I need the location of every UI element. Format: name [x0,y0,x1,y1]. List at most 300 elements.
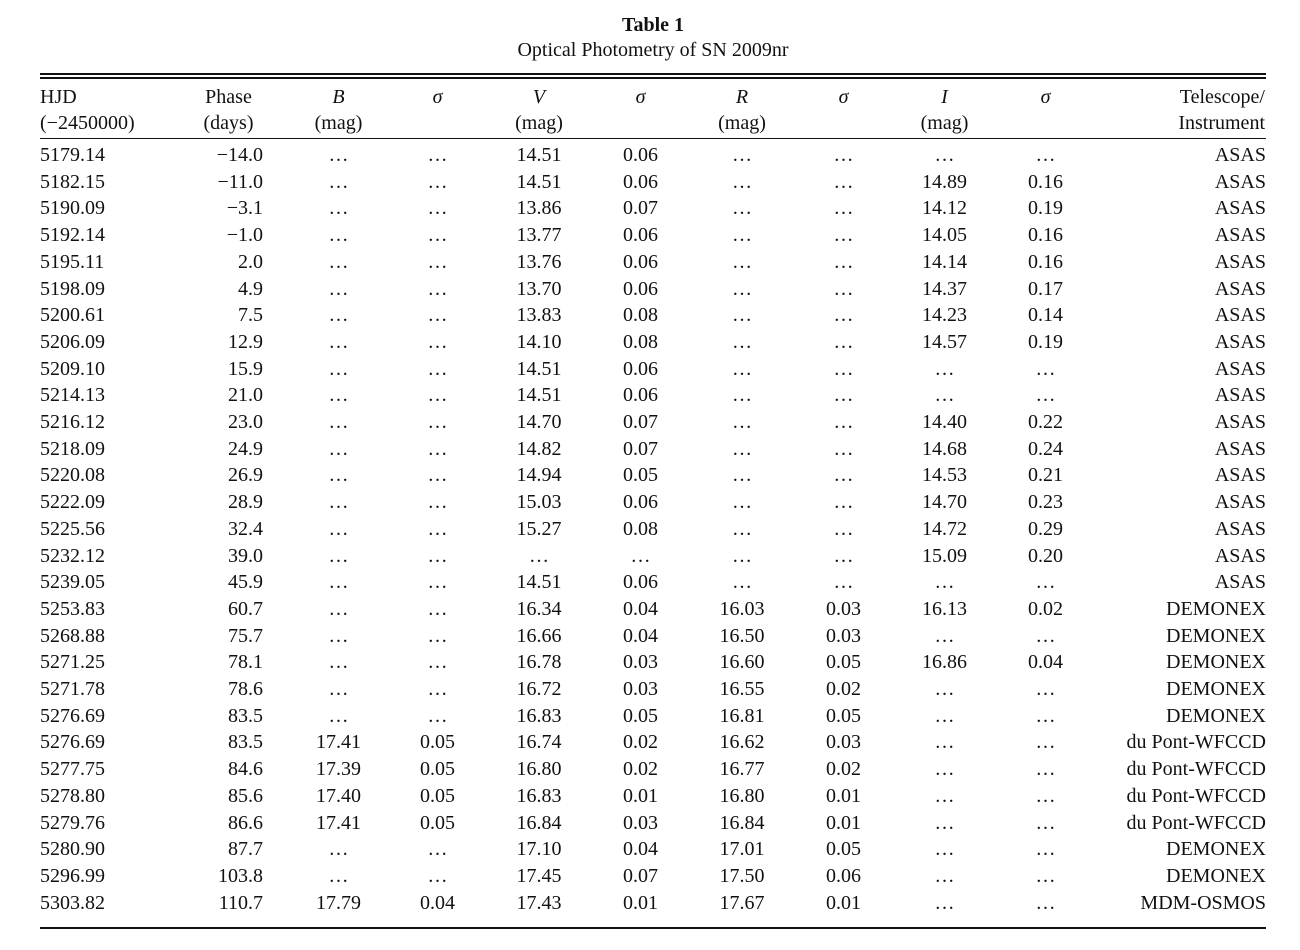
cell-r-mag: 16.03 [719,597,765,620]
header-phase-label: Phase [205,86,252,108]
cell-r-mag: … [732,277,752,300]
cell-i-mag: 14.40 [922,411,967,434]
cell-v-mag: 16.72 [516,678,562,701]
header-telescope [1093,84,1266,136]
cell-v-sigma: 0.03 [623,651,658,674]
cell-b-sigma: … [427,224,448,247]
header-v-mag-unit: (mag) [515,112,563,134]
table-title: Table 1 [621,14,685,36]
header-r-sigma-label: σ [838,86,849,108]
cell-b-sigma: … [427,517,448,540]
cell-b-mag: 17.41 [316,731,361,754]
cell-v-sigma: 0.08 [623,304,658,327]
cell-phase: 39.0 [228,544,263,567]
cell-phase: −3.1 [226,197,263,220]
cell-v-mag: 14.51 [516,170,562,193]
cell-r-mag: … [732,304,752,327]
cell-i-mag: 14.12 [922,197,967,220]
cell-v-sigma: 0.07 [623,197,658,220]
header-b-sigma [390,84,485,136]
cell-v-sigma: 0.06 [623,571,658,594]
cell-hjd: 5276.69 [40,731,105,754]
table-row [40,810,1266,837]
cell-i-sigma: … [1035,891,1056,914]
table-row [40,276,1266,303]
cell-b-sigma: … [427,250,448,273]
cell-i-sigma: … [1035,144,1056,166]
cell-i-sigma: 0.19 [1028,330,1063,353]
cell-hjd: 5277.75 [40,758,105,781]
cell-b-sigma: … [427,144,448,166]
cell-hjd: 5268.88 [40,624,105,647]
cell-i-mag: … [934,838,955,861]
cell-i-mag: 16.13 [922,597,967,620]
cell-b-sigma: … [427,544,448,567]
table-row [40,382,1266,409]
cell-phase: 86.6 [228,811,263,834]
cell-phase: 15.9 [228,357,263,380]
cell-phase: 24.9 [228,437,263,460]
cell-telescope: ASAS [1214,571,1266,594]
cell-v-mag: 14.51 [516,384,562,407]
cell-v-mag: 13.83 [516,304,562,327]
cell-v-mag: 16.78 [516,651,562,674]
header-i-sigma-label: σ [1040,86,1051,108]
table-row [40,356,1266,383]
cell-b-mag: 17.40 [316,784,361,807]
cell-i-sigma: 0.21 [1028,464,1063,487]
cell-i-sigma: … [1035,624,1056,647]
cell-telescope: DEMONEX [1166,651,1266,674]
cell-r-sigma: … [833,491,854,514]
cell-phase: −1.0 [226,224,263,247]
cell-i-sigma: … [1035,864,1056,887]
cell-v-mag: 17.45 [516,864,562,887]
cell-i-sigma: 0.22 [1028,411,1063,434]
cell-b-mag: … [328,678,349,701]
cell-i-mag: … [934,891,955,914]
cell-v-mag: 14.51 [516,357,562,380]
cell-r-mag: … [732,437,752,460]
cell-i-sigma: 0.14 [1028,304,1063,327]
header-v-mag [485,84,593,136]
cell-b-mag: … [328,517,349,540]
table-row [40,142,1266,169]
cell-v-mag: 16.84 [516,811,562,834]
table-row [40,596,1266,623]
cell-hjd: 5276.69 [40,704,105,727]
cell-b-mag: … [328,144,349,166]
cell-b-sigma: 0.05 [420,758,455,781]
cell-i-mag: … [934,624,955,647]
top-rule-upper [40,73,1266,75]
cell-hjd: 5232.12 [40,544,105,567]
cell-hjd: 5296.99 [40,864,105,887]
cell-v-sigma: 0.04 [623,838,658,861]
cell-i-sigma: … [1035,758,1056,781]
header-i-sigma [998,84,1093,136]
cell-b-mag: … [328,544,349,567]
cell-v-sigma: 0.06 [623,224,658,247]
cell-phase: 103.8 [218,864,263,887]
cell-v-sigma: 0.06 [623,491,658,514]
cell-phase: 4.9 [238,277,263,300]
cell-telescope: du Pont-WFCCD [1126,784,1266,807]
cell-i-mag: 14.89 [922,170,967,193]
cell-v-mag: 14.94 [516,464,562,487]
cell-v-sigma: 0.01 [623,784,658,807]
cell-i-sigma: … [1035,811,1056,834]
cell-phase: 85.6 [228,784,263,807]
header-i-sigma-unit [998,110,1093,136]
cell-phase: 83.5 [228,731,263,754]
cell-phase: 32.4 [228,517,263,540]
cell-telescope: ASAS [1214,437,1266,460]
cell-hjd: 5271.25 [40,651,105,674]
table-row [40,623,1266,650]
cell-i-mag: … [934,758,955,781]
cell-v-mag: 16.80 [516,758,562,781]
header-r-sigma [796,84,891,136]
table-row [40,729,1266,756]
cell-hjd: 5179.14 [40,144,105,166]
cell-r-mag: … [732,544,752,567]
cell-i-sigma: 0.16 [1028,170,1063,193]
cell-r-sigma: … [833,144,854,166]
cell-i-mag: 14.14 [922,250,967,273]
cell-hjd: 5220.08 [40,464,105,487]
cell-r-sigma: 0.01 [826,891,861,914]
header-phase-unit: (days) [203,112,254,134]
cell-r-mag: 17.67 [719,891,765,914]
cell-r-sigma: 0.02 [826,758,861,781]
cell-b-sigma: … [427,838,448,861]
cell-r-mag: … [732,357,752,380]
cell-r-mag: … [732,464,752,487]
table-row [40,516,1266,543]
cell-telescope: ASAS [1214,491,1266,514]
cell-b-mag: … [328,624,349,647]
cell-b-mag: … [328,838,349,861]
cell-b-sigma: … [427,384,448,407]
table-subtitle: Optical Photometry of SN 2009nr [517,39,789,61]
cell-hjd: 5222.09 [40,491,105,514]
cell-telescope: DEMONEX [1166,864,1266,887]
cell-v-mag: 14.51 [516,571,562,594]
cell-r-mag: … [732,224,752,247]
header-b-mag-label: B [332,86,345,108]
cell-i-sigma: 0.24 [1028,437,1063,460]
cell-b-mag: … [328,571,349,594]
cell-i-sigma: 0.04 [1028,651,1063,674]
cell-v-sigma: 0.08 [623,517,658,540]
cell-b-mag: 17.79 [316,891,361,914]
cell-r-sigma: 0.02 [826,678,861,701]
header-hjd-unit: (−2450000) [40,112,135,134]
cell-telescope: ASAS [1214,357,1266,380]
cell-v-mag: 14.82 [516,437,562,460]
cell-i-mag: 14.23 [922,304,967,327]
cell-v-sigma: 0.06 [623,250,658,273]
cell-i-sigma: … [1035,571,1056,594]
cell-v-sigma: 0.06 [623,357,658,380]
cell-telescope: ASAS [1214,304,1266,327]
header-v-sigma-unit [593,110,688,136]
header-r-sigma-unit [796,110,891,136]
table-row [40,169,1266,196]
cell-v-mag: 13.77 [516,224,562,247]
cell-telescope: ASAS [1214,411,1266,434]
cell-r-sigma: 0.01 [826,784,861,807]
cell-i-sigma: 0.16 [1028,224,1063,247]
table-header [40,84,1266,136]
cell-telescope: du Pont-WFCCD [1126,731,1266,754]
cell-phase: 83.5 [228,704,263,727]
header-r-mag-unit: (mag) [718,112,766,134]
cell-i-sigma: … [1035,704,1056,727]
cell-v-mag: 16.66 [516,624,562,647]
cell-v-sigma: 0.08 [623,330,658,353]
cell-i-sigma: 0.20 [1028,544,1063,567]
table-row [40,890,1266,917]
header-rule [40,138,1266,139]
cell-v-sigma: 0.07 [623,864,658,887]
cell-i-mag: 14.72 [922,517,967,540]
cell-i-mag: 14.68 [922,437,967,460]
cell-b-mag: … [328,491,349,514]
header-r-mag [688,84,796,136]
cell-hjd: 5190.09 [40,197,105,220]
table-row [40,409,1266,436]
cell-b-sigma: … [427,651,448,674]
cell-r-mag: 16.50 [719,624,765,647]
table-row [40,836,1266,863]
cell-r-mag: … [732,411,752,434]
table-row [40,543,1266,570]
cell-b-sigma: … [427,437,448,460]
photometry-table [40,142,1266,916]
cell-i-sigma: 0.19 [1028,197,1063,220]
cell-phase: 87.7 [228,838,263,861]
cell-telescope: DEMONEX [1166,704,1266,727]
cell-i-mag: … [934,144,955,166]
cell-r-sigma: … [833,250,854,273]
cell-v-mag: 16.74 [516,731,562,754]
header-v-sigma [593,84,688,136]
cell-b-mag: … [328,357,349,380]
cell-telescope: ASAS [1214,144,1266,166]
table-row [40,436,1266,463]
cell-b-sigma: … [427,491,448,514]
cell-v-mag: 15.27 [516,517,562,540]
cell-i-mag: … [934,784,955,807]
cell-r-mag: 16.77 [719,758,765,781]
cell-r-mag: 16.81 [719,704,765,727]
header-i-mag-label: I [941,86,948,108]
cell-r-sigma: … [833,197,854,220]
cell-b-sigma: 0.04 [420,891,455,914]
cell-v-sigma: 0.02 [623,731,658,754]
cell-i-sigma: … [1035,678,1056,701]
cell-r-sigma: … [833,544,854,567]
cell-b-mag: … [328,304,349,327]
cell-i-sigma: 0.23 [1028,491,1063,514]
cell-i-mag: 14.70 [922,491,967,514]
table-row [40,703,1266,730]
cell-hjd: 5303.82 [40,891,105,914]
cell-i-mag: 16.86 [922,651,967,674]
cell-v-mag: 13.76 [516,250,562,273]
cell-i-mag: … [934,678,955,701]
cell-v-sigma: 0.06 [623,170,658,193]
cell-hjd: 5278.80 [40,784,105,807]
header-b-mag-unit: (mag) [314,112,363,134]
cell-phase: 75.7 [228,624,263,647]
table-row [40,489,1266,516]
table-row [40,649,1266,676]
cell-r-sigma: … [833,304,854,327]
cell-v-sigma: 0.02 [623,758,658,781]
cell-r-sigma: … [833,517,854,540]
cell-hjd: 5280.90 [40,838,105,861]
table-row [40,249,1266,276]
table-row [40,676,1266,703]
cell-telescope: ASAS [1214,330,1266,353]
cell-r-mag: … [732,250,752,273]
header-hjd-label: HJD [40,86,77,108]
cell-r-sigma: 0.01 [826,811,861,834]
cell-phase: 7.5 [238,304,263,327]
cell-b-mag: 17.41 [316,811,361,834]
header-hjd [40,84,170,136]
cell-v-mag: 17.43 [516,891,562,914]
cell-i-mag: … [934,731,955,754]
cell-i-mag: 14.05 [922,224,967,247]
cell-r-sigma: … [833,277,854,300]
bottom-rule [40,927,1266,929]
header-b-sigma-label: σ [432,86,443,108]
cell-b-sigma: … [427,170,448,193]
cell-i-sigma: 0.02 [1028,597,1063,620]
cell-i-mag: 14.53 [922,464,967,487]
cell-i-mag: 14.37 [922,277,967,300]
cell-r-mag: … [732,144,752,166]
cell-i-sigma: 0.17 [1028,277,1063,300]
table-caption [0,12,1300,62]
cell-r-mag: 17.50 [719,864,765,887]
cell-v-mag: 16.34 [516,597,562,620]
cell-hjd: 5198.09 [40,277,105,300]
top-rule-lower [40,77,1266,79]
cell-b-mag: … [328,384,349,407]
cell-v-mag: 14.10 [516,330,562,353]
cell-v-sigma: 0.04 [623,597,658,620]
cell-b-sigma: … [427,864,448,887]
cell-hjd: 5209.10 [40,357,105,380]
cell-r-sigma: 0.03 [826,624,861,647]
cell-v-sigma: 0.01 [623,891,658,914]
cell-v-sigma: 0.05 [623,464,658,487]
cell-v-mag: 13.86 [516,197,562,220]
table-row [40,195,1266,222]
cell-telescope: ASAS [1214,224,1266,247]
cell-v-mag: 16.83 [516,784,562,807]
cell-phase: 2.0 [238,250,263,273]
cell-r-sigma: … [833,571,854,594]
cell-hjd: 5192.14 [40,224,105,247]
cell-b-mag: … [328,411,349,434]
cell-r-mag: … [732,170,752,193]
cell-b-mag: … [328,330,349,353]
cell-i-sigma: … [1035,731,1056,754]
cell-hjd: 5225.56 [40,517,105,540]
cell-b-sigma: … [427,330,448,353]
cell-v-sigma: 0.06 [623,144,658,166]
cell-b-sigma: … [427,678,448,701]
cell-telescope: ASAS [1214,277,1266,300]
cell-v-mag: 13.70 [516,277,562,300]
cell-v-mag: 17.10 [516,838,562,861]
cell-r-sigma: … [833,437,854,460]
cell-i-mag: … [934,357,955,380]
cell-telescope: ASAS [1214,197,1266,220]
cell-telescope: du Pont-WFCCD [1126,758,1266,781]
table-row [40,302,1266,329]
cell-phase: −14.0 [216,144,263,166]
cell-b-sigma: 0.05 [420,731,455,754]
cell-r-mag: … [732,384,752,407]
cell-i-mag: 15.09 [922,544,967,567]
cell-v-sigma: 0.06 [623,384,658,407]
cell-v-sigma: 0.06 [623,277,658,300]
cell-v-mag: 15.03 [516,491,562,514]
cell-hjd: 5253.83 [40,597,105,620]
cell-hjd: 5214.13 [40,384,105,407]
cell-i-sigma: … [1035,838,1056,861]
cell-v-sigma: 0.05 [623,704,658,727]
cell-telescope: ASAS [1214,250,1266,273]
cell-hjd: 5216.12 [40,411,105,434]
cell-i-mag: … [934,704,955,727]
cell-phase: −11.0 [217,170,263,193]
header-b-sigma-unit [390,110,485,136]
cell-r-sigma: 0.05 [826,838,861,861]
cell-b-mag: … [328,597,349,620]
cell-r-mag: … [732,571,752,594]
cell-r-sigma: 0.03 [826,731,861,754]
cell-b-sigma: … [427,597,448,620]
cell-phase: 78.1 [228,651,263,674]
cell-telescope: DEMONEX [1166,838,1266,861]
cell-v-sigma: 0.07 [623,437,658,460]
cell-i-sigma: 0.16 [1028,250,1063,273]
header-r-mag-label: R [735,86,749,108]
cell-b-sigma: … [427,411,448,434]
cell-v-sigma: … [630,544,651,567]
cell-telescope: ASAS [1214,544,1266,567]
cell-b-sigma: 0.05 [420,811,455,834]
table-row [40,462,1266,489]
cell-r-mag: … [732,197,752,220]
cell-telescope: DEMONEX [1166,678,1266,701]
header-phase [170,84,287,136]
cell-r-sigma: 0.03 [826,597,861,620]
cell-phase: 28.9 [228,491,263,514]
cell-r-sigma: … [833,357,854,380]
cell-r-sigma: … [833,170,854,193]
cell-hjd: 5271.78 [40,678,105,701]
header-row [40,84,1266,136]
